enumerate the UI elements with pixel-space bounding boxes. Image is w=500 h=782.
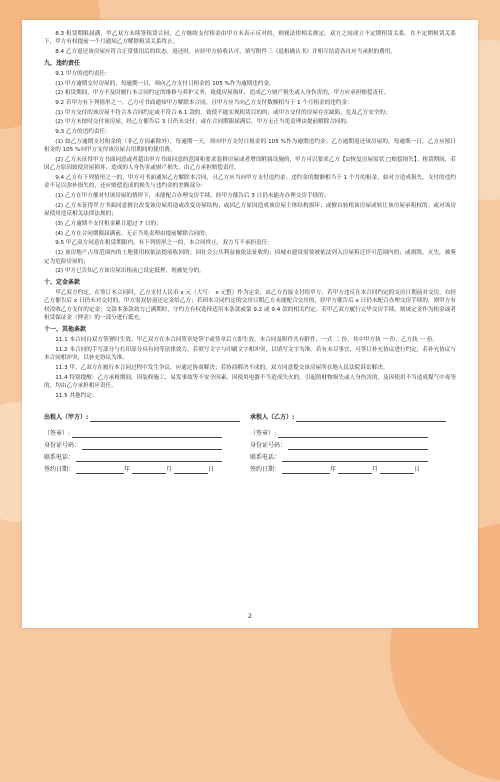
clause-paragraph: 9.5 甲乙双方同意在租赁期限内，有下列情形之一的，本合同终止，双方互不承担责任： (55, 240, 273, 247)
day-label: 日 (207, 465, 214, 473)
lessee-month-line[interactable] (338, 467, 372, 474)
page-number: 2 (247, 611, 253, 620)
clause-paragraph: 9.2 若甲方有下列情形之一，乙方可书面通知甲方解除本合同，且甲方应当向乙方支付数额相当于 1 个月租金的违约金： (55, 100, 353, 107)
section-heading: 九、违约责任 (44, 59, 81, 67)
clause-paragraph: 11.3 甲、乙双方在履行本合同过程中发生争议，应通过协商解决；若协商解决不成的，双方同意提交该房屋所在地人民法院诉讼解决。 (55, 364, 389, 371)
lessor-year-line[interactable] (76, 467, 124, 474)
clause-paragraph: (4) 乙方在合同期限届满前，无正当免责理由提前解除合同的； (55, 230, 211, 237)
lessor-phone-line[interactable] (76, 455, 222, 462)
clause-paragraph: 8.4 乙方返还该房屋应符合正常使用后的状态。返还时，应经甲方验收认可，填写附件三《退租确认书》并相互结清各自应当承担的费用。 (55, 49, 396, 56)
year-label: 年 (329, 465, 336, 473)
clause-paragraph: (1) 该房地产占用范围内的土地使用权依法提前收回的；因社会公共利益被依法征收的；因城市建设需要被依法列入房屋拆迁许可范围内的；或损毁、灭失，被鉴定为危险房屋的； (44, 250, 456, 265)
lessee-phone-label: 联系电话： (250, 453, 281, 461)
clause-paragraph: 9.4 乙方有下列情形之一的，甲方可书面通知乙方解除本合同，且乙方应当向甲方支付违约金，违约金的数额相当于 1 个月的租金，如对方造成损失，支付的违约金不足以弥补损失的，还应赔偿造成的损失与违约金的差额部分： (44, 175, 456, 190)
contract-body (44, 30, 456, 400)
section-heading: 十、定金条款 (44, 278, 81, 286)
lessor-id-line[interactable] (82, 443, 222, 450)
section-heading: 十一、其他条款 (44, 325, 87, 333)
lessee-year-line[interactable] (282, 467, 330, 474)
lessee-line[interactable] (296, 415, 446, 422)
clause-paragraph: 11.4 特别提醒：乙方承租期间，因装修施工、易发事故等不安全因素，因使用电器不当造成失火的，引起的财物损失或人身伤害的，及因使用不当造成煤气中毒等的，均由乙方承担相应责任。 (44, 374, 456, 389)
clause-paragraph: (1) 甲方交付的该房屋不符合本合同约定或不符合 6.1 款的，致使不能实现租赁目的的；或甲方交付的房屋存在缺陷，危及乙方安全的； (55, 109, 391, 116)
clause-paragraph: (1) 乙方在甲方催对付该房屋的情形下，未能配合办理交房手续，经甲方催告后 3 日仍未能办办理交房手续的； (55, 193, 330, 200)
lessor-month-line[interactable] (132, 467, 166, 474)
lessor-date-label: 签约日期： (44, 465, 75, 473)
lessor-day-line[interactable] (174, 467, 208, 474)
year-label: 年 (123, 465, 130, 473)
clause-paragraph: (2) 甲方未按时交付该房屋，经乙方催告后 3 日仍未交付，或在合同期限届满后，甲方无正当免责理由提前解除合同的。 (55, 119, 352, 126)
clause-paragraph: 9.3 乙方的违约责任： (55, 129, 111, 136)
lessee-date-label: 签约日期： (250, 465, 281, 473)
signature-block (44, 412, 456, 476)
clause-paragraph: (2) 租赁期间，甲方不及时履行本合同约定的维修与养护义务，致使房屋损坏，造成乙方财产损失或人身伤害的，甲方应承担赔偿责任。 (55, 90, 390, 97)
clause-paragraph: 8.3 租赁期限届满，甲乙双方未续签租赁合同，乙方继续支付租金由甲方未表示反对的，则视法律相关规定，双方之间成立不定期租赁关系。在不定期租赁关系下，甲方有权提前一个月通知乙方解除租赁关系终止。 (44, 31, 456, 46)
clause-paragraph: 11.2 本合同的手写部分与打印部分具有同等法律效力，若填写文字与印刷文字相冲突，以填写文字为准。若有未尽事宜，可签订补充协议进行约定，若补充协议与本合同相冲突，以补充协议为准。 (44, 346, 456, 362)
lessee-phone-line[interactable] (282, 455, 428, 462)
day-label: 日 (413, 465, 420, 473)
clause-paragraph: (1) 如乙方逾期支付租金的（非乙方因素除外），每逾期一天，须向甲方支付日租金的 105 %作为逾期违约金；乙方逾期返还该房屋的，每逾期一日，乙方应按日租金的 105 %向甲方支付该房屋占用期间的使用费。 (44, 138, 456, 154)
lessee-id-line[interactable] (288, 443, 428, 450)
lessee-sign-line[interactable] (278, 431, 428, 438)
clause-paragraph: (2) 乙方未征得甲方书面同意擅自改变该房屋用途或改变房屋结构；或因乙方原因造成该房屋主体结构损坏；或擅自转租该房屋或转让该房屋承租权的；或对该房屋使用违反相关法律法规的； (44, 202, 456, 218)
clause-paragraph: (1) 甲方逾期交付房屋的，每逾期一日，须向乙方支付日租金的 105 %作为逾期违约金。 (55, 80, 275, 87)
document-page (22, 20, 478, 628)
clause-paragraph: 9.1 甲方的违约责任： (55, 70, 111, 77)
lessor-id-label: 身份证号码： (44, 441, 81, 449)
lessor-label: 出租人（甲方）: (44, 413, 89, 421)
lessor-sign-label: （签章）: (44, 429, 71, 437)
clause-paragraph: 甲乙双方约定，在签订本合同时，乙方支付人民币 x 元（大写： x 元整）作为定金，由乙方直接支付给甲方。若甲方违反在本合同约定的交房日期前对交房，自经乙方催告后 x 日仍未对交付的，甲方需双倍返还定金给乙方；若因本合同约定的交房日期乙方未能配合交房的，经甲方催告后 x 日仍未配合办理交房手续的，则甲方有权没收乙方支付的定金；交款本条款效力已满期时，守约方有权选择适用本条款或第 9.2 或 9.4 款的相关约定。若甲乙双方履行完毕交房手续，则该定金作为租金或者租赁保证金（押金）的一部分进行抵充。 (44, 290, 456, 322)
lessor-line[interactable] (90, 415, 240, 422)
clause-paragraph: 11.5 其他约定： (55, 392, 98, 399)
month-label: 月 (165, 465, 172, 473)
clause-paragraph: 11.1 本合同自双方签署时生效，甲乙双方在本合同签章处签字或签章后立即生效。本合同及附件共有附件，一式 二 份，其中甲方执 一 份，乙方执 一 份。 (55, 337, 439, 344)
lessor-sign-line[interactable] (72, 431, 222, 438)
clause-paragraph: (2) 甲方已告知乙方该房屋出租前已设定抵押，现被处分的。 (55, 268, 205, 275)
clause-paragraph: (3) 乙方逾期不支付租金累计超过 7 日的； (55, 220, 162, 227)
lessee-day-line[interactable] (380, 467, 414, 474)
lessee-sign-label: （签章）: (250, 429, 277, 437)
month-label: 月 (371, 465, 378, 473)
lessee-label: 承租人（乙方）: (250, 413, 295, 421)
clause-paragraph: (2) 乙方未征得甲方书面同意或者超出甲方书面同意的范围和要求装修房屋或者增设附属设施的，甲方可以要求乙方【☑恢复房屋原状 □赔偿损失】。租赁期间，若因乙方原因致使房屋损坏，造成的人身伤害或财产损失，由乙方承担赔偿责任。 (44, 156, 456, 172)
lessor-phone-label: 联系电话： (44, 453, 75, 461)
lessee-id-label: 身份证号码： (250, 441, 287, 449)
